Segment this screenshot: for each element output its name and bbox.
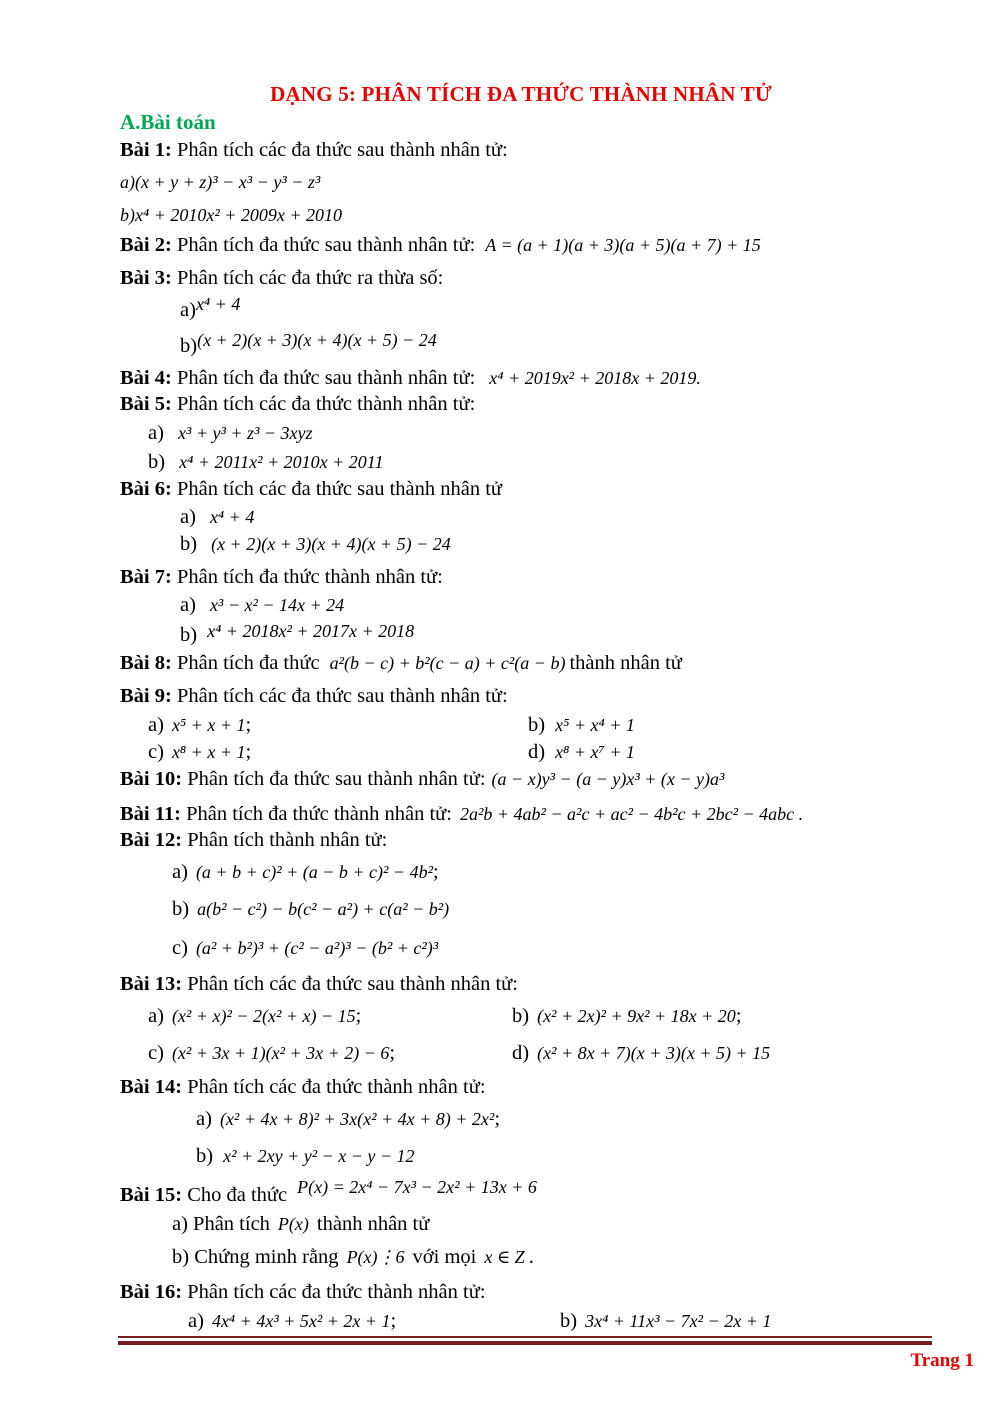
page-title: DẠNG 5: PHÂN TÍCH ĐA THỨC THÀNH NHÂN TỬ <box>270 82 772 106</box>
problem-9d: d) x⁸ + x⁷ + 1 <box>528 741 635 763</box>
problem-3b: b)(x + 2)(x + 3)(x + 4)(x + 5) − 24 <box>180 330 437 357</box>
problem-5: Bài 5: Phân tích các đa thức thành nhân tử: <box>120 393 476 415</box>
page-number: Trang 1 <box>910 1350 974 1371</box>
problem-12c: c) (a² + b²)³ + (c² − a²)³ − (b² + c²)³ <box>172 937 439 959</box>
problem-13d: d) (x² + 8x + 7)(x + 3)(x + 5) + 15 <box>512 1042 771 1064</box>
problem-6b: b) (x + 2)(x + 3)(x + 4)(x + 5) − 24 <box>180 533 451 555</box>
problem-7a: a) x³ − x² − 14x + 24 <box>180 594 345 616</box>
problem-8: Bài 8: Phân tích đa thức a²(b − c) + b²(c − a) + c²(a − b) thành nhân tử <box>120 652 682 674</box>
problem-12a: a) (a + b + c)² + (a − b + c)² − 4b²; <box>172 861 439 883</box>
problem-12: Bài 12: Phân tích thành nhân tử: <box>120 829 388 851</box>
problem-11: Bài 11: Phân tích đa thức thành nhân tử: 2a²b + 4ab² − a²c + ac² − 4b²c + 2bc² − 4abc . <box>120 803 804 825</box>
problem-3a: a)x⁴ + 4 <box>180 294 241 321</box>
problem-14b: b) x² + 2xy + y² − x − y − 12 <box>196 1145 415 1167</box>
problem-15a: a) Phân tích P(x) thành nhân tử <box>172 1213 430 1235</box>
problem-1a: a)(x + y + z)³ − x³ − y³ − z³ <box>120 172 321 192</box>
problem-16b: b) 3x⁴ + 11x³ − 7x² − 2x + 1 <box>560 1310 772 1332</box>
problem-13a: a) (x² + x)² − 2(x² + x) − 15; <box>148 1005 362 1027</box>
problem-14a: a) (x² + 4x + 8)² + 3x(x² + 4x + 8) + 2x²; <box>196 1108 501 1130</box>
problem-9c: c) x⁸ + x + 1; <box>148 741 252 763</box>
problem-1: Bài 1: Phân tích các đa thức sau thành nhân tử: <box>120 139 508 161</box>
problem-5b: b) x⁴ + 2011x² + 2010x + 2011 <box>148 451 384 473</box>
problem-9: Bài 9: Phân tích các đa thức sau thành nhân tử: <box>120 685 508 707</box>
problem-7b: b) x⁴ + 2018x² + 2017x + 2018 <box>180 621 415 646</box>
problem-10: Bài 10: Phân tích đa thức sau thành nhân tử: (a − x)y³ − (a − y)x³ + (x − y)a³ <box>120 768 725 790</box>
problem-3: Bài 3: Phân tích các đa thức ra thừa số: <box>120 267 444 289</box>
problem-9b: b) x⁵ + x⁴ + 1 <box>528 714 635 736</box>
problem-16a: a) 4x⁴ + 4x³ + 5x² + 2x + 1; <box>188 1310 397 1332</box>
problem-5a: a) x³ + y³ + z³ − 3xyz <box>148 422 313 444</box>
problem-13: Bài 13: Phân tích các đa thức sau thành nhân tử: <box>120 973 518 995</box>
problem-14: Bài 14: Phân tích các đa thức thành nhân tử: <box>120 1076 486 1098</box>
footer-divider-thin <box>118 1336 932 1338</box>
footer-divider-thick <box>118 1341 932 1345</box>
problem-12b: b) a(b² − c²) − b(c² − a²) + c(a² − b²) <box>172 898 450 920</box>
problem-2: Bài 2: Phân tích đa thức sau thành nhân tử: A = (a + 1)(a + 3)(a + 5)(a + 7) + 15 <box>120 234 761 256</box>
problem-7: Bài 7: Phân tích đa thức thành nhân tử: <box>120 566 443 588</box>
problem-9a: a) x⁵ + x + 1; <box>148 714 252 736</box>
problem-1b: b)x⁴ + 2010x² + 2009x + 2010 <box>120 205 343 225</box>
problem-13c: c) (x² + 3x + 1)(x² + 3x + 2) − 6; <box>148 1042 396 1064</box>
section-heading: A.Bài toán <box>120 110 216 134</box>
problem-4: Bài 4: Phân tích đa thức sau thành nhân tử: x⁴ + 2019x² + 2018x + 2019. <box>120 367 701 389</box>
problem-15b: b) Chứng minh rằng P(x)⋮6 với mọi x ∈ Z . <box>172 1246 534 1268</box>
problem-13b: b) (x² + 2x)² + 9x² + 18x + 20; <box>512 1005 742 1027</box>
problem-15: Bài 15: Cho đa thức P(x) = 2x⁴ − 7x³ − 2x² + 13x + 6 <box>120 1177 537 1206</box>
problem-16: Bài 16: Phân tích các đa thức thành nhân tử: <box>120 1281 486 1303</box>
problem-6a: a) x⁴ + 4 <box>180 506 255 528</box>
problem-6: Bài 6: Phân tích các đa thức sau thành nhân tử <box>120 478 503 500</box>
